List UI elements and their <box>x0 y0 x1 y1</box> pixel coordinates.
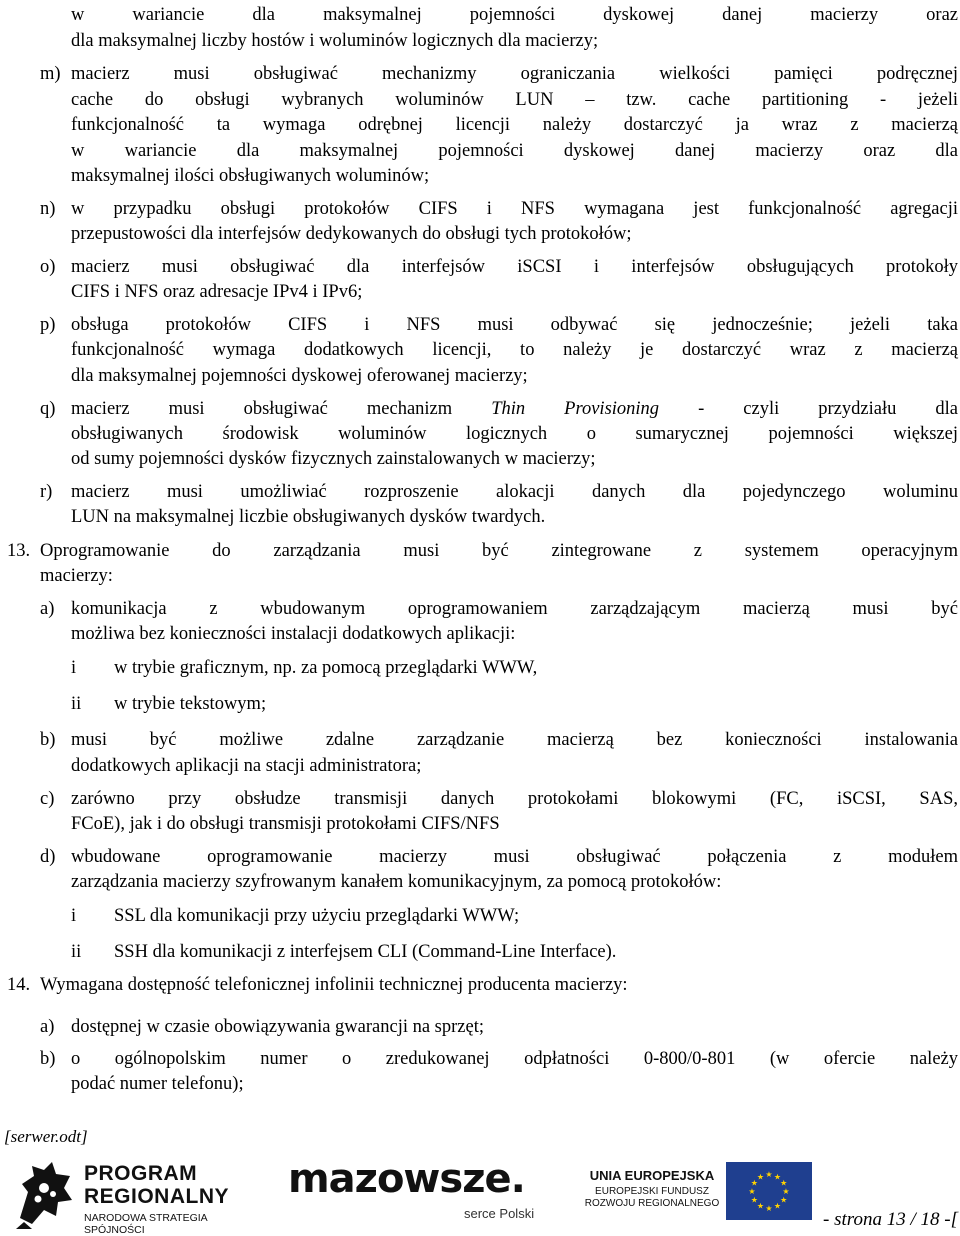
paragraph-line-f1: o ogólnopolskim numer o zredukowanej odpłatności 0-800/0-801 (w ofercie należy <box>71 1049 958 1069</box>
eu-logo-line3: ROZWOJU REGIONALNEGO <box>584 1198 720 1209</box>
eu-star-icon: ★ <box>780 1178 788 1188</box>
list-marker-mk_r: r) <box>40 482 53 502</box>
paragraph-line-dii: SSH dla komunikacji z interfejsem CLI (Command-Line Interface). <box>114 942 617 962</box>
paragraph-line-n2: przepustowości dla interfejsów dedykowanych do obsługi tych protokołów; <box>71 224 632 244</box>
paragraph-line-ai: w trybie graficznym, np. za pomocą przeglądarki WWW, <box>114 658 538 678</box>
footer-file-name: [serwer.odt] <box>4 1127 88 1146</box>
paragraph-line-r1: macierz musi umożliwiać rozproszenie alokacji danych dla pojedynczego woluminu <box>71 482 958 502</box>
paragraph-line-f2: podać numer telefonu); <box>71 1074 244 1094</box>
list-marker-mk_a: a) <box>40 599 55 619</box>
paragraph-line-o1: macierz musi obsługiwać dla interfejsów iSCSI i interfejsów obsługujących protokoły <box>71 257 958 277</box>
eu-star-icon: ★ <box>780 1195 788 1205</box>
paragraph-line-q2: obsługiwanych środowisk woluminów logicznych o sumarycznej pojemności większej <box>71 424 958 444</box>
list-marker-mk_o: o) <box>40 257 56 277</box>
list-marker-mk_n: n) <box>40 199 56 219</box>
list-marker-mk_14: 14. <box>7 975 31 995</box>
eu-star-icon: ★ <box>750 1195 758 1205</box>
eu-logo <box>582 1160 832 1220</box>
paragraph-line-q1 <box>71 397 958 421</box>
list-marker-mk_ai: i <box>71 658 77 678</box>
list-marker-mk_dii: ii <box>71 942 82 962</box>
list-marker-mk_f: b) <box>40 1049 56 1069</box>
program-regionalny-logo <box>14 1158 264 1236</box>
paragraph-line-d1: wbudowane oprogramowanie macierzy musi obsługiwać połączenia z modułem <box>71 847 958 867</box>
paragraph-line-l01: w wariancie dla maksymalnej pojemności dyskowej danej macierzy oraz <box>71 5 958 25</box>
eu-logo-line1: UNIA EUROPEJSKA <box>589 1168 715 1183</box>
paragraph-line-b2: dodatkowych aplikacji na stacji administratora; <box>71 756 422 776</box>
eu-star-icon: ★ <box>748 1187 756 1196</box>
paragraph-line-a2: możliwa bez konieczności instalacji dodatkowych aplikacji: <box>71 624 516 644</box>
paragraph-line-s13b: macierzy: <box>40 566 113 586</box>
paragraph-line-s14: Wymagana dostępność telefonicznej infolinii technicznej producenta macierzy: <box>40 975 628 995</box>
program-logo-line3: NARODOWA STRATEGIA SPÓJNOŚCI <box>84 1212 208 1236</box>
paragraph-line-p1: obsługa protokołów CIFS i NFS musi odbywać się jednocześnie; jeżeli taka <box>71 315 958 335</box>
paragraph-line-a1: komunikacja z wbudowanym oprogramowaniem zarządzającym macierzą musi być <box>71 599 958 619</box>
list-marker-mk_d: d) <box>40 847 56 867</box>
paragraph-line-p3: dla maksymalnej pojemności dyskowej oferowanej macierzy; <box>71 366 528 386</box>
paragraph-line-c1: zarówno przy obsłudze transmisji danych protokołami blokowymi (FC, iSCSI, SAS, <box>71 789 958 809</box>
paragraph-line-m5: maksymalnej ilości obsługiwanych woluminów; <box>71 166 430 186</box>
program-logo-line2: REGIONALNY <box>84 1185 230 1208</box>
page-number: - strona 13 / 18 -[ <box>823 1209 958 1230</box>
paragraph-line-b1: musi być możliwe zdalne zarządzanie macierzą bez konieczności instalowania <box>71 730 958 750</box>
list-marker-mk_aii: ii <box>71 694 82 714</box>
paragraph-line-d2: zarządzania macierzy szyfrowanym kanałem komunikacyjnym, za pomocą protokołów: <box>71 872 722 892</box>
eu-star-icon: ★ <box>756 1201 765 1211</box>
q1-text-before: macierz musi obsługiwać mechanizm <box>71 399 492 419</box>
paragraph-line-c2: FCoE), jak i do obsługi transmisji protokołami CIFS/NFS <box>71 814 500 834</box>
q1-text-after: - czyli przydziału dla <box>659 399 958 419</box>
paragraph-line-o2: CIFS i NFS oraz adresacje IPv4 i IPv6; <box>71 282 363 302</box>
eu-star-icon: ★ <box>765 1170 773 1179</box>
footer-logos <box>0 1150 960 1236</box>
list-marker-mk_m: m) <box>40 64 61 84</box>
paragraph-line-r2: LUN na maksymalnej liczbie obsługiwanych dysków twardych. <box>71 507 546 527</box>
list-marker-mk_p: p) <box>40 315 56 335</box>
eu-logo-line2: EUROPEJSKI FUNDUSZ <box>595 1186 709 1197</box>
eu-star-icon: ★ <box>782 1187 790 1196</box>
paragraph-line-l02: dla maksymalnej liczby hostów i woluminów logicznych dla macierzy; <box>71 31 599 51</box>
mazowsze-logo-tagline: serce Polski <box>464 1206 535 1221</box>
paragraph-line-p2: funkcjonalność wymaga dodatkowych licencji, to należy je dostarczyć wraz z macierzą <box>71 340 958 360</box>
paragraph-line-m2: cache do obsługi wybranych woluminów LUN – tzw. cache partitioning - jeżeli <box>71 90 958 110</box>
q1-text-italic: Thin Provisioning <box>491 399 660 419</box>
eu-star-icon: ★ <box>773 1172 782 1182</box>
paragraph-line-m4: w wariancie dla maksymalnej pojemności dyskowej danej macierzy oraz dla <box>71 141 958 161</box>
list-marker-mk_e: a) <box>40 1017 55 1037</box>
paragraph-line-m1: macierz musi obsługiwać mechanizmy ograniczania wielkości pamięci podręcznej <box>71 64 958 84</box>
mazowsze-logo-wordmark: mazowsze. <box>288 1156 525 1202</box>
list-marker-mk_di: i <box>71 906 77 926</box>
paragraph-line-n1: w przypadku obsługi protokołów CIFS i NFS wymagana jest funkcjonalność agregacji <box>71 199 958 219</box>
list-marker-mk_13: 13. <box>7 541 31 561</box>
mazowsze-logo <box>288 1156 548 1230</box>
paragraph-line-e1: dostępnej w czasie obowiązywania gwarancji na sprzęt; <box>71 1017 484 1037</box>
list-marker-mk_b: b) <box>40 730 56 750</box>
eu-flag-icon <box>726 1162 812 1220</box>
list-marker-mk_c: c) <box>40 789 55 809</box>
eu-star-icon: ★ <box>765 1204 773 1213</box>
eu-star-icon: ★ <box>773 1201 782 1211</box>
paragraph-line-q3: od sumy pojemności dysków fizycznych zainstalowanych w macierzy; <box>71 449 596 469</box>
program-regionalny-emblem-icon <box>14 1158 78 1230</box>
eu-star-icon: ★ <box>750 1178 758 1188</box>
paragraph-line-m3: funkcjonalność ta wymaga odrębnej licencji należy dostarczyć ja wraz z macierzą <box>71 115 958 135</box>
paragraph-line-aii: w trybie tekstowym; <box>114 694 267 714</box>
list-marker-mk_q: q) <box>40 399 56 419</box>
eu-star-icon: ★ <box>756 1172 765 1182</box>
paragraph-line-s13a: Oprogramowanie do zarządzania musi być zintegrowane z systemem operacyjnym <box>40 541 958 561</box>
paragraph-line-di: SSL dla komunikacji przy użyciu przeglądarki WWW; <box>114 906 520 926</box>
program-logo-line1: PROGRAM <box>84 1162 198 1185</box>
